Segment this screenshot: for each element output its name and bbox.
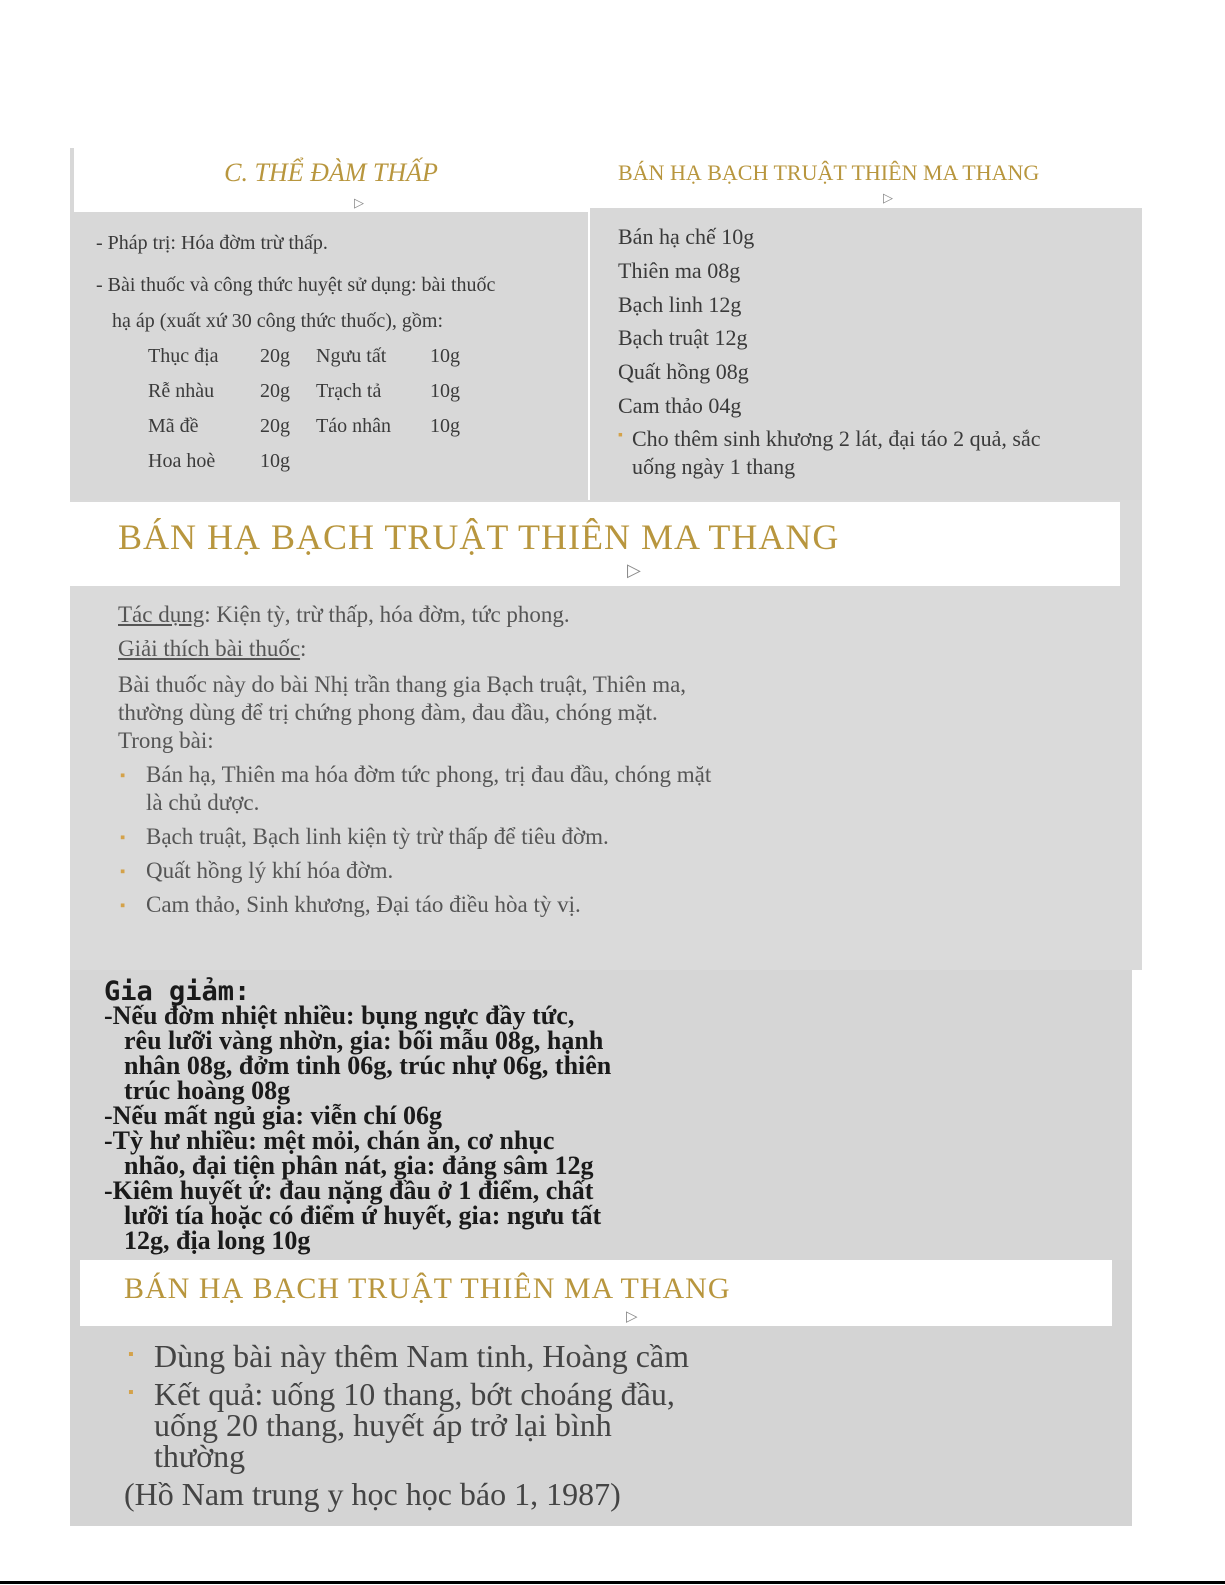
cursor-arrow-icon: ▷ — [354, 195, 364, 210]
page-bottom-rule — [0, 1581, 1225, 1584]
herb-name: Mã đề — [148, 415, 199, 437]
explanation-bullet-cont: là chủ dược. — [146, 790, 260, 815]
paragraph-line: Trong bài: — [118, 728, 214, 753]
table-row — [70, 345, 588, 375]
bullet-icon: ▪ — [618, 428, 623, 443]
table-row — [70, 415, 588, 445]
slide-title-bar — [74, 148, 588, 212]
herb-dose: 20g — [260, 345, 290, 367]
herb-name: Táo nhân — [316, 415, 391, 437]
gia-giam-line: rêu lưỡi vàng nhờn, gia: bối mẫu 08g, hạnh — [124, 1026, 604, 1055]
slide-title: BÁN HẠ BẠCH TRUẬT THIÊN MA THANG — [124, 1272, 731, 1305]
herb-name: Trạch tả — [316, 380, 382, 402]
preparation-note: Cho thêm sinh khương 2 lát, đại táo 2 quả, sắc — [632, 426, 1041, 451]
cursor-arrow-icon: ▷ — [626, 1309, 638, 1325]
result-bullet: Kết quả: uống 10 thang, bớt choáng đầu, — [154, 1376, 675, 1412]
preparation-note-2: uống ngày 1 thang — [632, 454, 796, 479]
gia-giam-line: -Nếu mất ngủ gia: viễn chí 06g — [104, 1101, 442, 1130]
gia-giam-line: -Tỳ hư nhiều: mệt mỏi, chán ăn, cơ nhục — [104, 1126, 555, 1155]
slide-title-bar — [80, 1260, 1112, 1326]
bullet-icon: ▪ — [120, 864, 126, 880]
ingredient-item: Cam thảo 04g — [618, 393, 742, 418]
gia-giam-line: -Kiêm huyết ứ: đau nặng đầu ở 1 điểm, chất — [104, 1176, 594, 1205]
tac-dung-label: Tác dụng — [118, 602, 205, 627]
table-row — [70, 380, 588, 410]
gia-giam-line: nhão, đại tiện phân nát, gia: đảng sâm 12g — [124, 1151, 594, 1180]
herb-dose: 10g — [430, 415, 460, 437]
tac-dung-text: : Kiện tỳ, trừ thấp, hóa đờm, tức phong. — [204, 602, 570, 627]
herb-name: Ngưu tất — [316, 345, 387, 367]
tac-dung-line — [118, 602, 570, 628]
slide-ban-ha-result — [70, 1260, 1132, 1526]
slide-title-bar — [70, 502, 1120, 586]
herb-dose: 10g — [260, 450, 290, 472]
gia-giam-line: -Nếu đờm nhiệt nhiều: bụng ngực đầy tức, — [104, 1001, 575, 1030]
slide-title: C. THỂ ĐÀM THẤP — [224, 158, 438, 187]
bai-thuoc-line: - Bài thuốc và công thức huyệt sử dụng: bài thuốc — [96, 274, 496, 296]
bai-thuoc-line-2: hạ áp (xuất xứ 30 công thức thuốc), gồm: — [112, 310, 444, 332]
herb-dose: 20g — [260, 380, 290, 402]
explanation-bullet: Bán hạ, Thiên ma hóa đờm tức phong, trị đau đầu, chóng mặt — [146, 762, 712, 787]
cursor-arrow-icon: ▷ — [883, 190, 893, 205]
paragraph-line: thường dùng để trị chứng phong đàm, đau đầu, chóng mặt. — [118, 700, 658, 725]
slide-the-dom-thap — [70, 148, 588, 500]
ingredient-item: Bạch truật 12g — [618, 325, 748, 350]
herb-dose: 10g — [430, 380, 460, 402]
ingredient-item: Quất hồng 08g — [618, 359, 749, 384]
result-bullet-cont: thường — [154, 1438, 246, 1474]
herb-dose: 20g — [260, 415, 290, 437]
explanation-bullet: Quất hồng lý khí hóa đờm. — [146, 858, 394, 883]
gia-giam-line: 12g, địa long 10g — [124, 1226, 311, 1255]
herb-name: Rễ nhàu — [148, 380, 215, 402]
slide-title: BÁN HẠ BẠCH TRUẬT THIÊN MA THANG — [118, 517, 840, 557]
source-citation: (Hồ Nam trung y học học báo 1, 1987) — [124, 1476, 621, 1512]
herb-name: Hoa hoè — [148, 450, 216, 472]
explanation-bullet: Cam thảo, Sinh khương, Đại táo điều hòa tỳ vị. — [146, 892, 581, 917]
herb-name: Thục địa — [148, 345, 219, 367]
bullet-icon: ▪ — [120, 830, 126, 846]
paragraph-line: Bài thuốc này do bài Nhị trần thang gia Bạch truật, Thiên ma, — [118, 672, 687, 697]
ingredient-item: Bạch linh 12g — [618, 292, 742, 317]
bullet-icon: ▪ — [120, 898, 126, 914]
slide-title: BÁN HẠ BẠCH TRUẬT THIÊN MA THANG — [618, 160, 1040, 185]
phap-tri-line: - Pháp trị: Hóa đờm trừ thấp. — [96, 232, 328, 254]
ingredient-item: Thiên ma 08g — [618, 258, 741, 283]
slide-title-bar — [590, 148, 1142, 208]
explanation-bullet: Bạch truật, Bạch linh kiện tỳ trừ thấp để tiêu đờm. — [146, 824, 609, 849]
result-bullet-cont: uống 20 thang, huyết áp trở lại bình — [154, 1407, 612, 1443]
slide-ban-ha-ingredients — [590, 148, 1142, 500]
cursor-arrow-icon: ▷ — [627, 560, 641, 580]
gia-giam-line: lưỡi tía hoặc có điểm ứ huyết, gia: ngưu tất — [124, 1201, 602, 1230]
bullet-icon: ▪ — [128, 1346, 134, 1363]
result-bullet: Dùng bài này thêm Nam tinh, Hoàng cầm — [154, 1338, 689, 1374]
herb-dose: 10g — [430, 345, 460, 367]
gia-giam-heading: Gia giảm: — [104, 976, 251, 1007]
table-row — [70, 450, 588, 480]
slide-ban-ha-explanation — [70, 500, 1142, 970]
gia-giam-line: nhân 08g, đởm tinh 06g, trúc nhự 06g, thiên — [124, 1051, 612, 1080]
ingredient-item: Bán hạ chế 10g — [618, 224, 755, 249]
giai-thich-colon: : — [300, 636, 307, 661]
slide-gia-giam — [70, 970, 1132, 1260]
giai-thich-line — [118, 636, 306, 662]
bullet-icon: ▪ — [120, 768, 126, 784]
bullet-icon: ▪ — [128, 1384, 134, 1401]
giai-thich-label: Giải thích bài thuốc — [118, 636, 301, 661]
gia-giam-line: trúc hoàng 08g — [124, 1076, 291, 1105]
